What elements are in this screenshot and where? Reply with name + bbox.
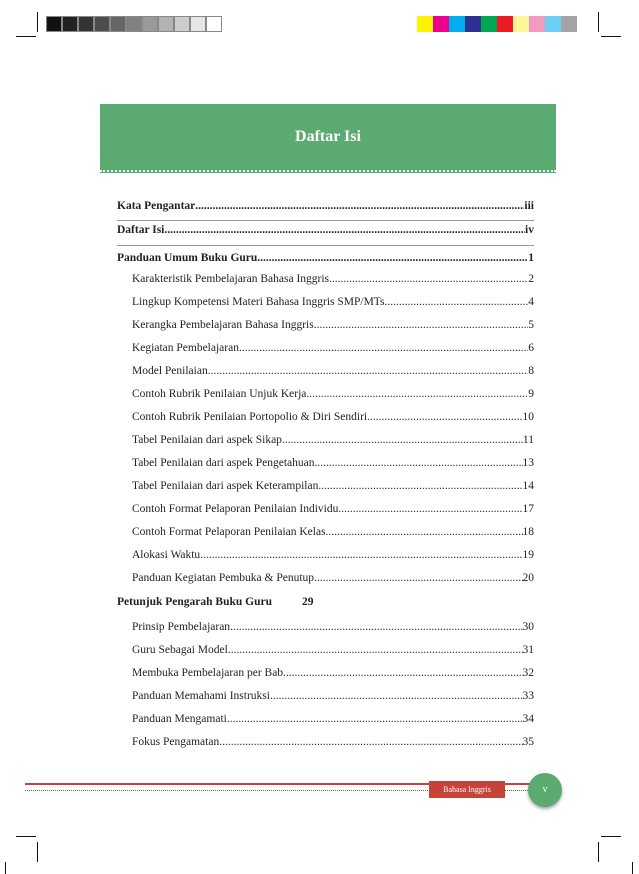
toc-entry-title: Kata Pengantar xyxy=(117,200,196,212)
color-swatch xyxy=(561,16,577,32)
toc-entry[interactable] xyxy=(117,480,534,492)
toc-dot-leader xyxy=(270,690,523,702)
toc-entry-title: Contoh Format Pelaporan Penilaian Kelas xyxy=(132,526,326,538)
toc-entry-page: 19 xyxy=(522,549,534,561)
crop-mark xyxy=(16,836,36,837)
gray-swatch xyxy=(62,16,78,32)
toc-entry[interactable] xyxy=(117,457,534,469)
gray-swatch xyxy=(46,16,62,32)
toc-entry[interactable] xyxy=(117,596,534,608)
crop-mark xyxy=(598,842,599,862)
toc-entry[interactable] xyxy=(117,319,534,331)
color-swatch xyxy=(433,16,449,32)
toc-entry[interactable] xyxy=(117,434,534,446)
toc-entry[interactable] xyxy=(117,200,534,212)
color-swatch xyxy=(417,16,433,32)
grayscale-calibration-strip xyxy=(46,16,222,32)
toc-entry-title: Contoh Format Pelaporan Penilaian Individu xyxy=(132,503,339,515)
toc-entry[interactable] xyxy=(117,572,534,584)
toc-entry-page: 1 xyxy=(528,252,534,264)
toc-entry-page: 20 xyxy=(522,572,534,584)
toc-entry-title: Panduan Mengamati xyxy=(132,713,227,725)
toc-dot-leader xyxy=(314,572,522,584)
toc-entry-title: Contoh Rubrik Penilaian Unjuk Kerja xyxy=(132,388,307,400)
toc-entry-title: Tabel Penilaian dari aspek Sikap xyxy=(132,434,282,446)
toc-entry[interactable] xyxy=(117,690,534,702)
toc-entry-page: 9 xyxy=(528,388,534,400)
toc-entry-title: Panduan Kegiatan Pembuka & Penutup xyxy=(132,572,315,584)
footer-page-number: v xyxy=(528,773,562,807)
toc-entry[interactable] xyxy=(117,667,534,679)
toc-dot-leader xyxy=(314,319,529,331)
toc-entry[interactable] xyxy=(117,224,534,236)
toc-dot-leader xyxy=(282,434,523,446)
crop-mark xyxy=(598,12,599,32)
toc-entry-title: Contoh Rubrik Penilaian Portopolio & Diri Sendiri xyxy=(132,411,368,423)
toc-entry[interactable] xyxy=(117,365,534,377)
toc-dot-leader xyxy=(385,296,529,308)
toc-entry-page: 30 xyxy=(522,621,534,633)
toc-entry[interactable] xyxy=(117,736,534,748)
toc-entry-title: Kerangka Pembelajaran Bahasa Inggris xyxy=(132,319,314,331)
gray-swatch xyxy=(206,16,222,32)
toc-entry-title: Guru Sebagai Model xyxy=(132,644,228,656)
toc-entry[interactable] xyxy=(117,296,534,308)
color-swatch xyxy=(513,16,529,32)
toc-dot-leader xyxy=(318,480,522,492)
toc-dot-leader xyxy=(227,713,523,725)
gray-swatch xyxy=(174,16,190,32)
crop-mark xyxy=(16,36,36,37)
toc-entry-page: 5 xyxy=(528,319,534,331)
toc-entry[interactable] xyxy=(117,644,534,656)
toc-entry-page: 35 xyxy=(522,736,534,748)
crop-mark xyxy=(632,862,633,874)
toc-entry[interactable] xyxy=(117,388,534,400)
toc-entry-title: Tabel Penilaian dari aspek Pengetahuan xyxy=(132,457,315,469)
toc-dot-leader xyxy=(208,365,529,377)
color-swatch xyxy=(449,16,465,32)
crop-mark xyxy=(5,862,6,874)
toc-entry-title: Membuka Pembelajaran per Bab xyxy=(132,667,284,679)
crop-mark xyxy=(601,36,621,37)
page-title: Daftar Isi xyxy=(295,128,361,145)
toc-separator xyxy=(117,245,534,246)
toc-dot-leader xyxy=(164,224,525,236)
gray-swatch xyxy=(94,16,110,32)
toc-dot-leader xyxy=(228,644,523,656)
gray-swatch xyxy=(78,16,94,32)
crop-mark xyxy=(601,836,621,837)
toc-dot-leader xyxy=(326,526,523,538)
toc-entry-page: 32 xyxy=(522,667,534,679)
toc-entry-page: 33 xyxy=(522,690,534,702)
toc-entry-page: 31 xyxy=(522,644,534,656)
header-dotted-rule xyxy=(100,170,556,172)
toc-entry-title: Alokasi Waktu xyxy=(132,549,201,561)
toc-entry-title: Panduan Umum Buku Guru xyxy=(117,252,258,264)
toc-entry-page: iii xyxy=(524,200,534,212)
crop-mark xyxy=(37,842,38,862)
toc-entry[interactable] xyxy=(117,621,534,633)
color-swatch xyxy=(481,16,497,32)
color-swatch xyxy=(465,16,481,32)
toc-entry-page: 11 xyxy=(522,434,534,446)
toc-entry-title: Daftar Isi xyxy=(117,224,165,236)
toc-entry-page: 8 xyxy=(528,365,534,377)
toc-entry-page: 14 xyxy=(522,480,534,492)
toc-dot-leader xyxy=(230,621,522,633)
toc-entry-title: Karakteristik Pembelajaran Bahasa Inggris xyxy=(132,273,330,285)
gray-swatch xyxy=(126,16,142,32)
toc-entry-title: Kegiatan Pembelajaran xyxy=(132,342,239,354)
toc-entry-page: 2 xyxy=(528,273,534,285)
toc-entry[interactable] xyxy=(117,342,534,354)
toc-dot-leader xyxy=(306,388,528,400)
color-swatch xyxy=(529,16,545,32)
color-swatch xyxy=(497,16,513,32)
toc-entry[interactable] xyxy=(117,503,534,515)
color-swatch xyxy=(545,16,561,32)
gray-swatch xyxy=(110,16,126,32)
toc-entry[interactable] xyxy=(117,526,534,538)
toc-dot-leader xyxy=(239,342,528,354)
toc-entry-title: Panduan Memahami Instruksi xyxy=(132,690,270,702)
color-calibration-strip xyxy=(417,16,577,32)
toc-entry-page: 34 xyxy=(522,713,534,725)
toc-entry[interactable] xyxy=(117,549,534,561)
toc-entry-page: 10 xyxy=(522,411,534,423)
toc-dot-leader xyxy=(338,503,522,515)
toc-entry-page: 4 xyxy=(528,296,534,308)
toc-entry-title: Model Penilaian xyxy=(132,365,208,377)
toc-separator xyxy=(117,220,534,221)
toc-entry-page: 18 xyxy=(522,526,534,538)
gray-swatch xyxy=(158,16,174,32)
toc-entry[interactable] xyxy=(117,713,534,725)
toc-entry-title: Fokus Pengamatan xyxy=(132,736,220,748)
gray-swatch xyxy=(142,16,158,32)
toc-entry-title: Tabel Penilaian dari aspek Keterampilan xyxy=(132,480,319,492)
toc-entry-page: 17 xyxy=(522,503,534,515)
toc-entry-page: 13 xyxy=(522,457,534,469)
toc-dot-leader xyxy=(315,457,523,469)
toc-dot-leader xyxy=(195,200,524,212)
toc-dot-leader xyxy=(257,252,528,264)
toc-entry[interactable] xyxy=(117,273,534,285)
toc-entry-page: 29 xyxy=(301,596,314,608)
toc-dot-leader xyxy=(283,667,522,679)
toc-dot-leader xyxy=(219,736,522,748)
toc-dot-leader xyxy=(367,411,522,423)
toc-entry-title: Lingkup Kompetensi Materi Bahasa Inggris SMP/MTs xyxy=(132,296,385,308)
toc-entry[interactable] xyxy=(117,411,534,423)
toc-entry-page: 6 xyxy=(528,342,534,354)
toc-entry-page: iv xyxy=(525,224,534,236)
toc-entry-title: Petunjuk Pengarah Buku Guru xyxy=(117,596,272,608)
toc-dot-leader xyxy=(200,549,522,561)
crop-mark xyxy=(37,12,38,32)
toc-dot-leader xyxy=(329,273,528,285)
toc-entry[interactable] xyxy=(117,252,534,264)
gray-swatch xyxy=(190,16,206,32)
footer-book-title: Bahasa Inggris xyxy=(429,781,505,798)
toc-entry-title: Prinsip Pembelajaran xyxy=(132,621,231,633)
